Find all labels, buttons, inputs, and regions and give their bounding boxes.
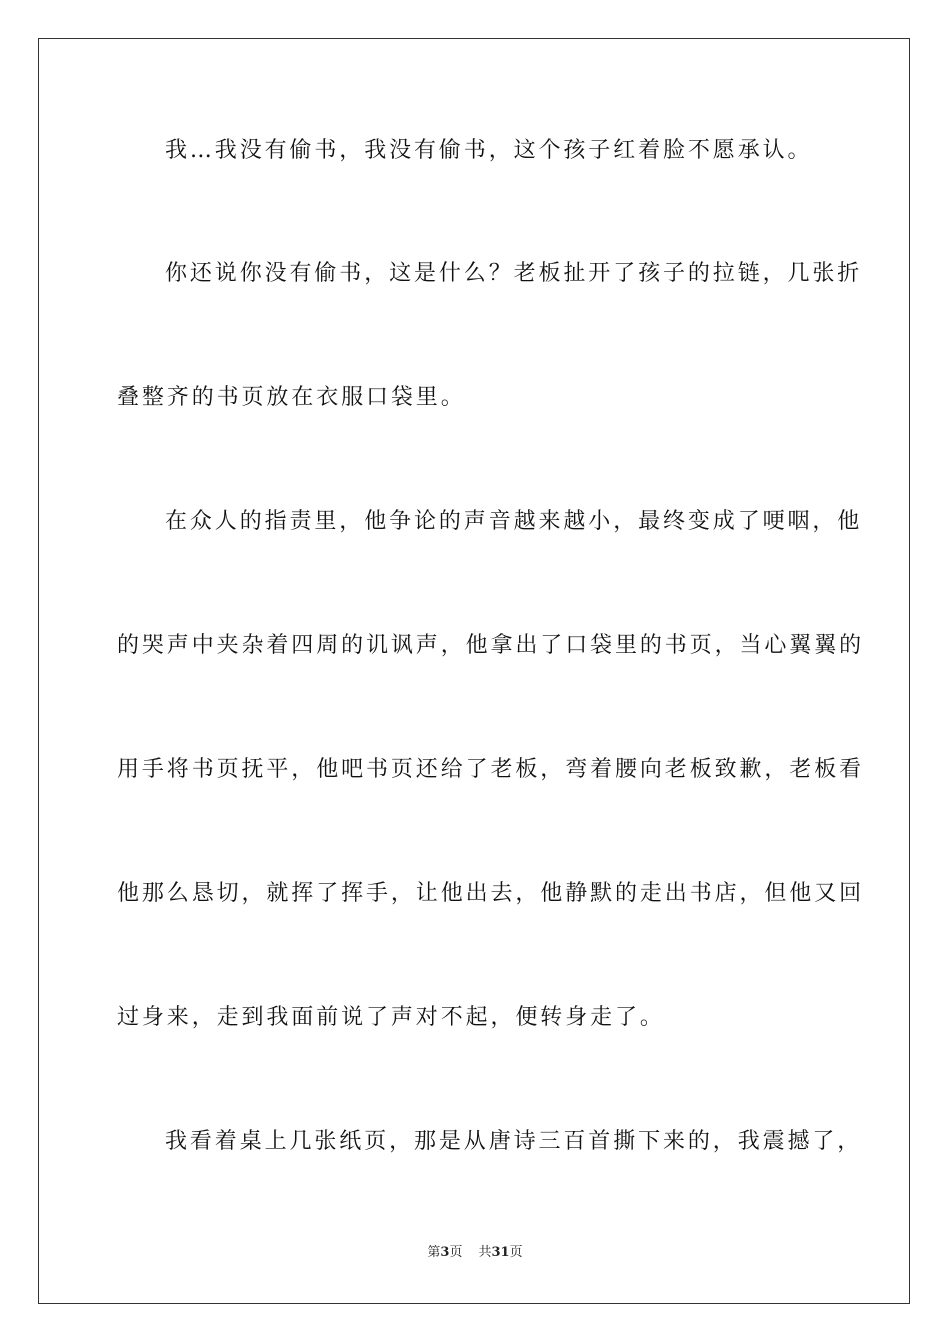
text-line: 过身来，走到我面前说了声对不起，便转身走了。 [117, 1005, 665, 1030]
text-line: 叠整齐的书页放在衣服口袋里。 [117, 385, 466, 410]
text-line: 在众人的指责里，他争论的声音越来越小，最终变成了哽咽，他 [165, 509, 863, 534]
page-prefix: 第 [427, 1245, 441, 1260]
page-footer [0, 1244, 950, 1262]
text-line: 你还说你没有偷书，这是什么？老板扯开了孩子的拉链，几张折 [165, 261, 863, 286]
text-line: 他那么恳切，就挥了挥手，让他出去，他静默的走出书店，但他又回 [117, 881, 865, 906]
total-suffix: 页 [509, 1245, 523, 1260]
page-current-number: 3 [440, 1245, 450, 1260]
total-prefix: 共 [478, 1245, 492, 1260]
text-line: 用手将书页抚平，他吧书页还给了老板，弯着腰向老板致歉，老板看 [117, 757, 865, 782]
page-suffix: 页 [449, 1245, 463, 1260]
text-line: 我看着桌上几张纸页，那是从唐诗三百首撕下来的，我震撼了， [165, 1129, 863, 1154]
text-line: 的哭声中夹杂着四周的讥讽声，他拿出了口袋里的书页，当心翼翼的 [117, 633, 865, 658]
page-total-number: 31 [491, 1245, 510, 1260]
text-line: 我…我没有偷书，我没有偷书，这个孩子红着脸不愿承认。 [165, 138, 813, 163]
page-border [38, 38, 910, 1304]
